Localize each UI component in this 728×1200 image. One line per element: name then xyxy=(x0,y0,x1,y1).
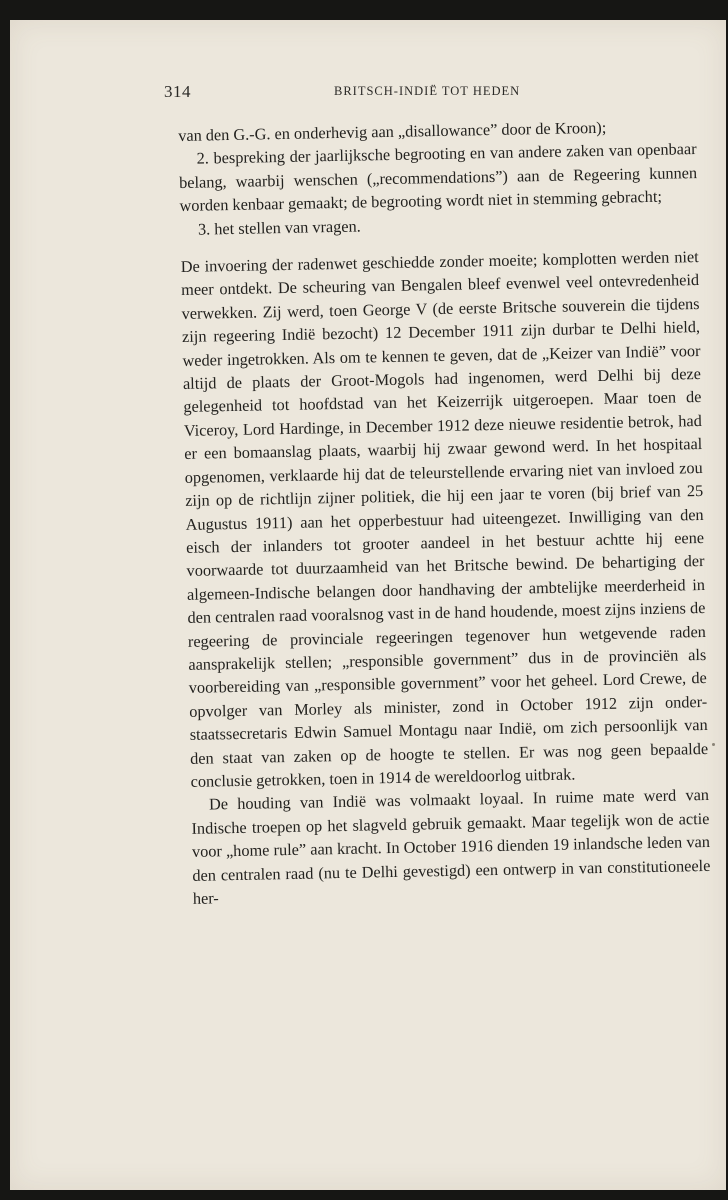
list-item-3: 3. het stellen van vragen. xyxy=(197,216,361,239)
paper-speck xyxy=(712,743,715,746)
list-item-2: 2. bespreking der jaarlijksche begrooting en van andere zaken van openbaar belang, waarbij wenschen („recommendations”) aan de Regeering kunnen worden kenbaar gemaakt; de begrooting wordt niet in stemming gebracht; xyxy=(178,139,698,216)
running-title: BRITSCH-INDIË TOT HEDEN xyxy=(334,84,521,98)
page-number: 314 xyxy=(164,82,191,101)
body-paragraph-2: De houding van Indië was volmaakt loyaal. In ruime mate werd van Indische troepen op het slagveld gebruik gemaakt. Maar tegelijk won de actie voor „home rule” aan kracht. In October 1916 dienden 19 inlandsche leden van den centralen raad (nu te Delhi gevestigd) een ontwerp in van constitutioneele her- xyxy=(191,785,711,908)
page-text xyxy=(178,114,711,910)
list-continuation: van den G.-G. en onderhevig aan „disallowance” door de Kroon); xyxy=(178,117,607,145)
body-paragraph-1: De invoering der radenwet geschiedde zonder moeite; komplotten werden niet meer ontdekt. De scheuring van Bengalen bleef evenwel veel ontevredenheid verwekken. Zij werd, toen George V (de eerste Britsche souverein die tijdens zijn regeering Indië bezocht) 12 December 1911 zijn durbar te Delhi hield, weder ingetrokken. Als om te kennen te geven, dat de „Keizer van Indië” voor altijd de plaats der Groot-Mogols had ingenomen, werd Delhi bij deze gelegenheid tot hoofdstad van het Keizerrijk uitgeroepen. Maar toen de Viceroy, Lord Hardinge, in December 1912 deze nieuwe residentie betrok, had er een bomaanslag plaats, waarbij hij zwaar gewond werd. In het hospitaal opgenomen, verklaarde hij dat de teleurstellende ervaring niet van invloed zou zijn op de richtlijn zijner politiek, die hij een jaar te voren (bij brief van 25 Augustus 1911) aan het opperbestuur had uiteengezet. Inwilliging van den eisch der inlanders tot grooter aandeel in het bestuur achtte hij eene voorwaarde tot duurzaamheid van het Britsche bewind. De behartiging der algemeen-Indische belangen door handhaving der ambtelijke meerderheid in den centralen raad vooralsnog vast in de hand houdende, moest zijns inziens de regeering de provinciale regeeringen tegenover hun wetgevende raden aansprakelijk stellen; „responsible government” dus in de provinciën als voorbereiding van „responsible government” voor het geheel. Lord Crewe, de opvolger van Morley als minister, zond in October 1912 zijn onder-staatssecretaris Edwin Samuel Montagu naar Indië, om zich persoonlijk van den staat van zaken op de hoogte te stellen. Er was nog geen bepaalde conclusie getrokken, toen in 1914 de wereldoorlog uitbrak. xyxy=(180,247,709,791)
page-header xyxy=(164,82,676,106)
